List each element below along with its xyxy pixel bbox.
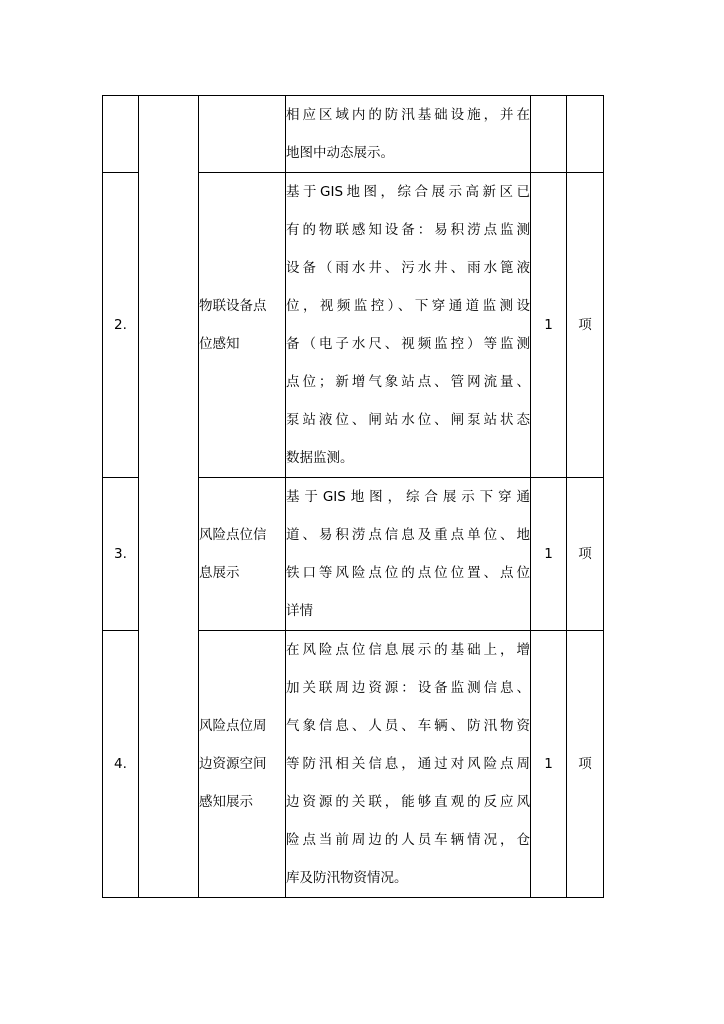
spec-table (102, 95, 604, 898)
item-description (286, 478, 531, 631)
desc-line: 气象信息、人员、车辆、防汛物资 (286, 718, 530, 734)
name-line: 风险点位信 (199, 527, 267, 543)
desc-line: 位，视频监控）、下穿通道监测设 (286, 298, 530, 314)
desc-line: 加关联周边资源：设备监测信息、 (286, 680, 530, 696)
name-line: 边资源空间 (199, 756, 267, 772)
desc-line: 设备（雨水井、污水井、雨水篦液 (286, 260, 530, 276)
desc-line: 基于GIS地图，综合展示高新区已 (286, 184, 530, 200)
name-line: 感知展示 (199, 794, 253, 810)
item-quantity: 1 (531, 631, 567, 898)
name-line: 位感知 (199, 336, 240, 352)
desc-line: 点位；新增气象站点、管网流量、 (286, 374, 530, 390)
item-unit: 项 (567, 631, 604, 898)
row-number: 3. (103, 478, 139, 631)
desc-line: 详情 (286, 603, 313, 619)
item-name (199, 478, 286, 631)
item-name (199, 173, 286, 478)
desc-line: 等防汛相关信息，通过对风险点周 (286, 756, 530, 772)
item-name (199, 631, 286, 898)
desc-line: 库及防汛物资情况。 (286, 870, 408, 886)
desc-line: 相应区域内的防汛基础设施，并在 (286, 107, 530, 123)
item-quantity (531, 96, 567, 173)
item-quantity: 1 (531, 173, 567, 478)
desc-line: 铁口等风险点位的点位位置、点位 (286, 565, 530, 581)
row-number: 4. (103, 631, 139, 898)
name-line: 息展示 (199, 565, 240, 581)
desc-line: 有的物联感知设备：易积涝点监测 (286, 222, 530, 238)
desc-line: 在风险点位信息展示的基础上，增 (286, 642, 530, 658)
row-number (103, 96, 139, 173)
row-number: 2. (103, 173, 139, 478)
item-description (286, 96, 531, 173)
name-line: 物联设备点 (199, 298, 267, 314)
name-line: 风险点位周 (199, 718, 267, 734)
category-cell (139, 96, 199, 898)
item-unit (567, 96, 604, 173)
item-unit: 项 (567, 173, 604, 478)
desc-line: 边资源的关联，能够直观的反应风 (286, 794, 530, 810)
desc-line: 备（电子水尺、视频监控）等监测 (286, 336, 530, 352)
item-description (286, 173, 531, 478)
desc-line: 基于GIS地图，综合展示下穿通 (286, 489, 530, 505)
desc-line: 泵站液位、闸站水位、闸泵站状态 (286, 412, 530, 428)
table-row (103, 96, 604, 173)
item-name (199, 96, 286, 173)
desc-line: 数据监测。 (286, 450, 354, 466)
desc-line: 地图中动态展示。 (286, 145, 394, 161)
item-description (286, 631, 531, 898)
item-quantity: 1 (531, 478, 567, 631)
item-unit: 项 (567, 478, 604, 631)
desc-line: 道、易积涝点信息及重点单位、地 (286, 527, 530, 543)
desc-line: 险点当前周边的人员车辆情况，仓 (286, 832, 530, 848)
